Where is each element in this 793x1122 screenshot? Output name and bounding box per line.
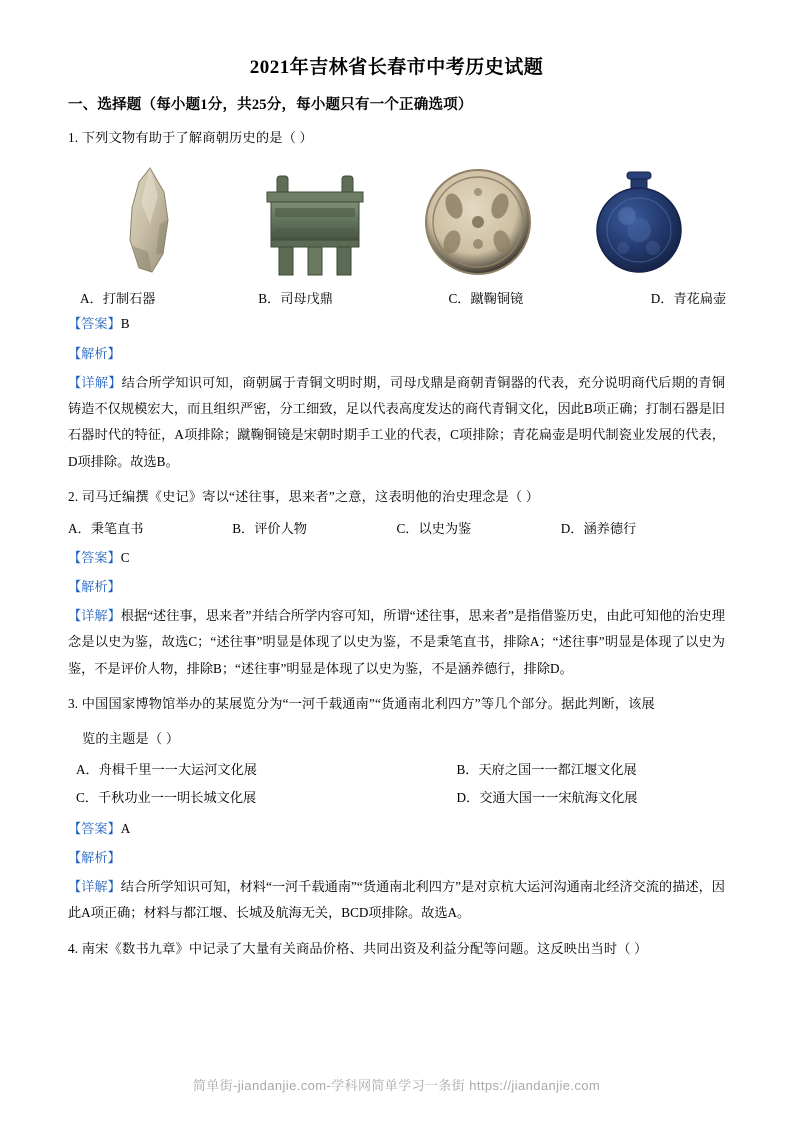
page-title: 2021年吉林省长春市中考历史试题 [249, 57, 544, 78]
detail-tag: 【详解】 [68, 607, 121, 623]
question-3-detail [68, 874, 725, 927]
blue-white-flask-image [567, 162, 717, 280]
question-2-analysis-tag: 【解析】 [68, 578, 121, 594]
detail-text: 根据“述往事，思来者”并结合所学内容可知，所谓“述往事，思来者”是指借鉴历史，由此可知他的治史理念是以史为鉴，故选C；“述往事”明显是体现了以史为鉴，不是秉笔直书，排除A；“述往事”明显是体现了以史为鉴，不是评价人物，排除B；“述往事”明显是体现了以史为鉴，不是涵养德行，排除D。 [68, 607, 725, 676]
answer-tag: 【答案】 [68, 549, 121, 565]
detail-text: 结合所学知识可知，材料“一河千载通南”“货通南北利四方”是对京杭大运河沟通南北经济交流的描述，因此A项正确；材料与都江堰、长城及航海无关，BCD项排除。故选A。 [68, 878, 725, 921]
question-2-detail [68, 603, 725, 682]
option-label-b: B．司母戊鼎 [258, 291, 333, 307]
question-3-options-row-2 [68, 785, 725, 811]
detail-tag: 【详解】 [68, 878, 121, 894]
question-3-stem: 3. 中国国家博物馆举办的某展览分为“一河千载通南”“货通南北利四方”等几个部分。据此判断，该展 [68, 696, 655, 712]
answer-value: C [120, 549, 130, 565]
stone-tool-image [76, 162, 226, 280]
question-1-detail [68, 370, 725, 476]
simuwu-ding-image [240, 162, 390, 280]
detail-text: 结合所学知识可知，商朝属于青铜文明时期，司母戊鼎是商朝青铜器的代表，充分说明商代后期的青铜铸造不仅规模宏大，而且组织严密，分工细致，足以代表高度发达的商代青铜文化，因此B项正确；打制石器是旧石器时代的特征，A项排除；蹴鞠铜镜是宋朝时期手工业的代表，C项排除；青花扁壶是明代制瓷业发展的代表，D项排除。故选B。 [68, 374, 726, 469]
answer-value: B [120, 316, 130, 332]
question-4-stem: 4. 南宋《数书九章》中记录了大量有关商品价格、共同出资及利益分配等问题。这反映出当时（ ） [68, 940, 648, 956]
cuju-bronze-mirror-image [403, 162, 553, 280]
section-heading: 一、选择题（每小题1分，共25分，每小题只有一个正确选项） [68, 97, 473, 113]
question-3-analysis-tag: 【解析】 [68, 849, 121, 865]
q3-option-c: C．千秋功业一一明长城文化展 [76, 790, 257, 806]
option-label-a: A．打制石器 [80, 291, 156, 307]
q3-option-a: A．舟楫千里一一大运河文化展 [76, 761, 257, 777]
question-2-answer [68, 545, 725, 570]
question-1-images [68, 160, 725, 280]
question-2-stem: 2. 司马迁编撰《史记》寄以“述往事，思来者”之意，这表明他的治史理念是（ ） [68, 489, 540, 505]
q3-option-d: D．交通大国一一宋航海文化展 [456, 790, 638, 806]
answer-tag: 【答案】 [68, 820, 121, 836]
question-3-options-row-1 [68, 757, 725, 783]
question-3-answer [68, 816, 725, 841]
q2-option-c: C．以史为鉴 [396, 520, 472, 536]
q2-option-b: B．评价人物 [232, 520, 307, 536]
question-2-options [68, 516, 725, 541]
page-footer: 简单街-jiandanjie.com-学科网简单学习一条街 https://jiandanjie.com [192, 1078, 601, 1093]
q3-option-b: B．天府之国一一都江堰文化展 [456, 761, 637, 777]
q2-option-d: D．涵养德行 [560, 520, 637, 536]
question-3-stem-cont: 览的主题是（ ） [82, 730, 180, 746]
answer-value: A [120, 820, 131, 836]
question-1-captions [68, 288, 725, 307]
question-1-stem: 1. 下列文物有助于了解商朝历史的是（ ） [68, 130, 313, 145]
option-label-c: C．蹴鞠铜镜 [448, 291, 524, 307]
detail-tag: 【详解】 [68, 374, 122, 390]
option-label-d: D．青花扁壶 [650, 291, 727, 307]
answer-tag: 【答案】 [68, 316, 121, 332]
question-1-analysis-tag: 【解析】 [68, 345, 121, 361]
question-1-answer [68, 311, 725, 336]
q2-option-a: A．秉笔直书 [68, 520, 144, 536]
